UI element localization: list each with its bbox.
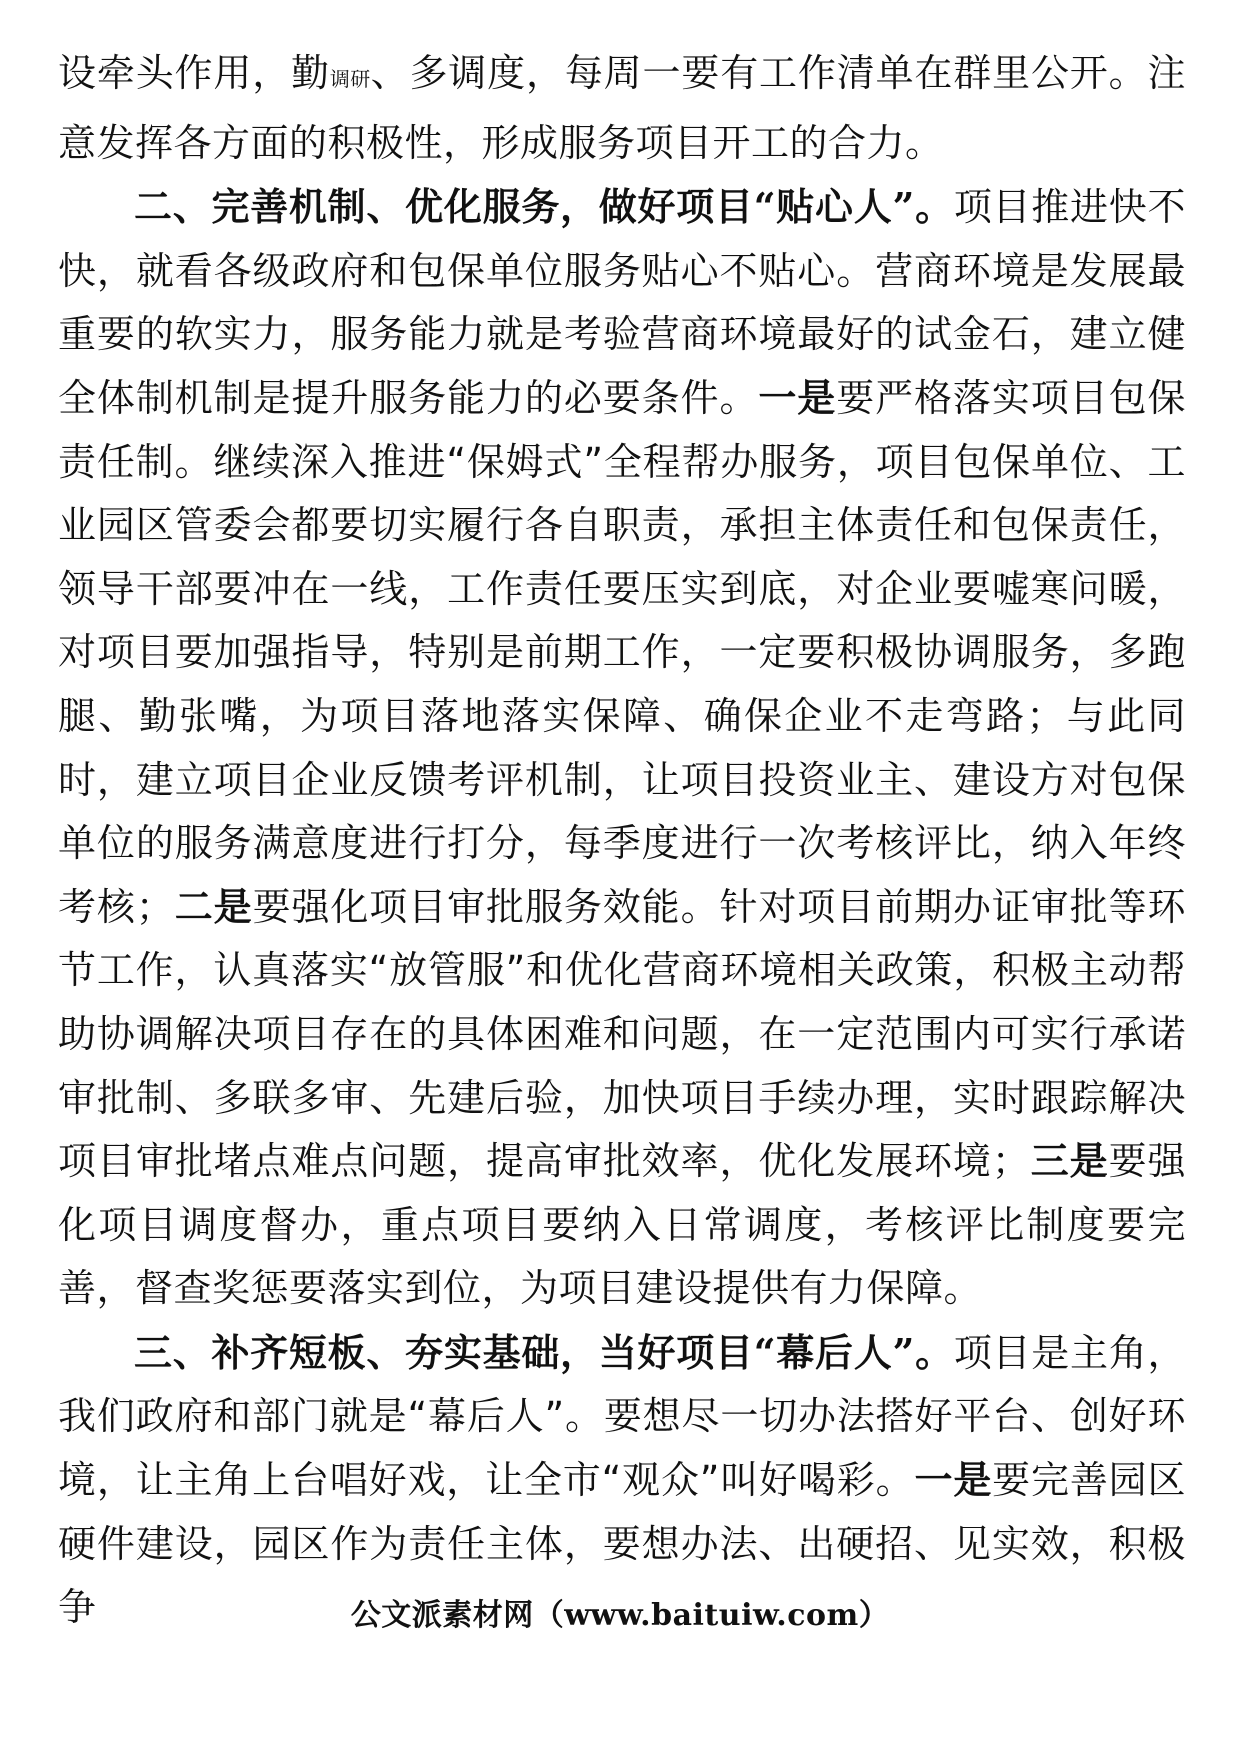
paragraph-text: 设牵头作用，勤 [58, 51, 330, 95]
point-label: 二是 [174, 884, 253, 929]
paragraph-text: 项目推进快不快，就看各级政府和包保单位服务贴心不贴心。营商环境是发展最重要的软实力，服务能力就是考验营商环境最好的试金石，建立健全体制机制是提升服务能力的必要条件。 [58, 185, 1186, 420]
section-three-heading: 三、补齐短板、夯实基础，当好项目“幕后人”。 [134, 1329, 954, 1375]
paragraph-text: 要严格落实项目包保责任制。继续深入推进“保姆式”全程帮办服务，项目包保单位、工业园区管委会都要切实履行各自职责，承担主体责任和包保责任，领导干部要冲在一线，工作责任要压实到底，对企业要嘘寒问暖，对项目要加强指导，特别是前期工作，一定要积极协调服务，多跑腿、勤张嘴，为项目落地落实保障、确保企业不走弯路；与此同时，建立项目企业反馈考评机制，让项目投资业主、建设方对包保单位的服务满意度进行打分，每季度进行一次考核评比，纳入年终考核； [58, 375, 1186, 929]
paragraph-text: 要强化项目调度督办，重点项目要纳入日常调度，考核评比制度要完善，督查奖惩要落实到位，为项目建设提供有力保障。 [58, 1139, 1186, 1311]
point-label: 一是 [758, 375, 837, 420]
page-footer: 公文派素材网（www.baituiw.com） [350, 1598, 890, 1633]
point-label: 一是 [914, 1458, 993, 1503]
paragraph-continuation [58, 42, 1186, 175]
paragraph-text: 项目是主角，我们政府和部门就是“幕后人”。要想尽一切办法搭好平台、创好环境，让主角上台唱好戏，让全市“观众”叫好喝彩。 [58, 1330, 1186, 1503]
section-two-heading: 二、完善机制、优化服务，做好项目“贴心人”。 [134, 184, 954, 230]
paragraph-text: 要强化项目审批服务效能。针对项目前期办证审批等环节工作，认真落实“放管服”和优化营商环境相关政策，积极主动帮助协调解决项目存在的具体困难和问题，在一定范围内可实行承诺审批制、多联多审、先建后验，加快项目手续办理，实时跟踪解决项目审批堵点难点问题，提高审批效率，优化发展环境； [58, 884, 1186, 1184]
paragraph-text: 要完善园区硬件建设，园区作为责任主体，要想办法、出硬招、见实效，积极争 [58, 1458, 1186, 1630]
point-label: 三是 [1030, 1139, 1109, 1184]
paragraph-text: 、多调度，每周一要有工作清单在群里公开。注意发挥各方面的积极性，形成服务项目开工的合力。 [58, 51, 1186, 165]
section-two-paragraph [58, 175, 1186, 1321]
inline-small-note: 调研 [329, 67, 371, 91]
document-body [58, 42, 1186, 1640]
